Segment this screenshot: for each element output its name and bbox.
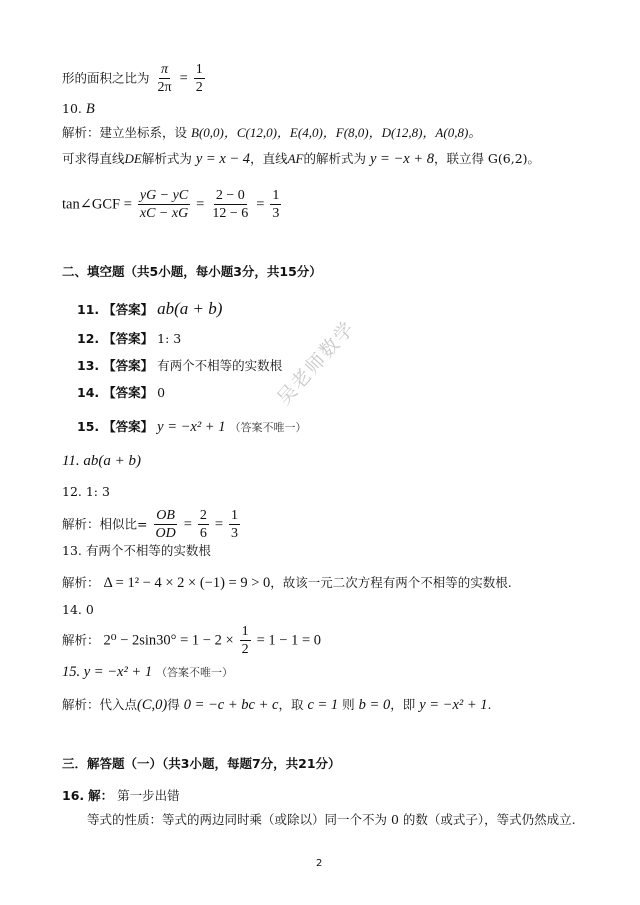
- answer-number: 11.: [77, 302, 100, 317]
- answer-value: 1: 3: [157, 331, 182, 346]
- text: ，联立得 G(6,2)。: [433, 151, 541, 166]
- answer: B: [85, 101, 95, 117]
- expression: = 1 − 1 = 0: [256, 632, 322, 649]
- line-area-ratio: [62, 62, 207, 96]
- line-de: DE: [124, 151, 142, 166]
- text: 可求得直线: [62, 151, 125, 166]
- solution-14: 14. 0: [62, 602, 94, 617]
- discriminant: Δ = 1² − 4 × 2 × (−1) = 9 > 0: [103, 575, 271, 591]
- fraction: $\frac{yG - yC}{xC - xG}$: [139, 188, 189, 222]
- analysis-label: 解析：: [62, 632, 100, 648]
- answer-tag: 【答案】: [103, 358, 154, 373]
- equation: c = 1: [307, 697, 339, 713]
- points: B(0,0)，C(12,0)，E(4,0)，F(8,0)，D(12,8)，A(0,8)。: [191, 125, 482, 140]
- answer-14: [77, 387, 165, 400]
- answer-number: 14.: [77, 385, 100, 400]
- answer-value: 0: [157, 385, 166, 400]
- analysis-13: [62, 576, 512, 591]
- solution-label: 解：: [88, 788, 114, 803]
- analysis-14: [62, 624, 321, 658]
- analysis-10: [62, 126, 481, 140]
- text: ，即: [390, 697, 416, 712]
- fraction: $\frac{\pi}{2\pi}$: [157, 62, 172, 96]
- equation: 0 = −c + bc + c: [183, 697, 279, 713]
- equals: =: [196, 196, 205, 213]
- analysis-12: [62, 508, 242, 542]
- text: 解析式为: [141, 151, 192, 166]
- text: 解析：代入点: [62, 697, 138, 712]
- question-number: 16.: [62, 788, 85, 803]
- question-16: [62, 790, 180, 803]
- section-2-title: 二、填空题（共5小题，每小题3分，共15分）: [62, 264, 322, 279]
- line-af: AF: [287, 151, 304, 166]
- text: ，取: [278, 697, 304, 712]
- fraction: $\frac{1}{3}$: [272, 188, 280, 222]
- question-number: 10.: [62, 101, 82, 116]
- solution-15: [62, 665, 233, 680]
- equation: y = −x + 8: [369, 151, 434, 167]
- equals: =: [214, 516, 224, 533]
- equation: y = x − 4: [195, 151, 251, 167]
- property-statement: 等式的性质：等式的两边同时乘（或除以）同一个不为 0 的数（或式子），等式仍然成立.: [87, 812, 576, 827]
- answer-value: ab(a + b): [157, 299, 223, 318]
- answer-value: 有两个不相等的实数根: [157, 358, 283, 373]
- point: (C,0): [137, 697, 168, 713]
- answer-note: （答案不唯一）: [229, 421, 307, 434]
- answer-15: [77, 420, 306, 435]
- answer-tag: 【答案】: [103, 331, 154, 346]
- solution-12: 12. 1: 3: [62, 484, 110, 499]
- question-10: [62, 102, 95, 117]
- answer-value: y = −x² + 1: [157, 419, 226, 435]
- answer-13: [77, 360, 282, 373]
- fraction: $\frac{1}{3}$: [231, 508, 239, 542]
- answer-number: 15.: [77, 419, 100, 434]
- equals: =: [183, 516, 192, 533]
- solution-11: 11. ab(a + b): [62, 453, 141, 469]
- expression: 2⁰ − 2sin30° = 1 − 2 ×: [103, 632, 234, 649]
- text: 则: [342, 697, 355, 712]
- fraction: $\frac{1}{2}$: [241, 624, 249, 658]
- answer-11: [77, 300, 222, 317]
- answer-tag: 【答案】: [103, 419, 154, 434]
- fraction: $\frac{1}{2}$: [195, 62, 203, 96]
- text: 得: [167, 697, 180, 712]
- text: 的解析式为: [303, 151, 366, 166]
- fraction: $\frac{OB}{OD}$: [155, 508, 176, 542]
- page-number: 2: [316, 858, 323, 869]
- answer-value: 15. y = −x² + 1: [62, 664, 153, 680]
- watermark: 吴老师数学: [272, 316, 360, 410]
- text: 形的面积之比为: [62, 70, 150, 86]
- answer-tag: 【答案】: [103, 385, 154, 400]
- answer-number: 13.: [77, 358, 100, 373]
- tan-formula: [62, 188, 283, 222]
- line-equations: [62, 152, 540, 167]
- equation: y = −x² + 1: [419, 697, 488, 713]
- answer-tag: 【答案】: [103, 302, 154, 317]
- fraction: $\frac{2}{6}$: [199, 508, 207, 542]
- answer-number: 12.: [77, 331, 100, 346]
- solution-13: 13. 有两个不相等的实数根: [62, 543, 211, 558]
- analysis-label: 解析：: [62, 575, 100, 590]
- equals: =: [179, 70, 188, 87]
- text: .: [487, 697, 492, 712]
- analysis-label: 解析：相似比=: [62, 516, 148, 532]
- answer-12: [77, 333, 181, 346]
- answer-note: （答案不唯一）: [156, 666, 234, 679]
- equals: =: [256, 196, 265, 213]
- text: 第一步出错: [117, 788, 180, 803]
- section-3-title: 三．解答题（一）（共3小题，每题7分，共21分）: [62, 756, 341, 771]
- text: ，直线: [250, 151, 288, 166]
- fraction: $\frac{2 - 0}{12 - 6}$: [212, 188, 249, 222]
- text: ，故该一元二次方程有两个不相等的实数根.: [270, 575, 512, 590]
- analysis-label: 解析：建立坐标系，设: [62, 125, 188, 140]
- analysis-15: [62, 698, 492, 713]
- equation: b = 0: [358, 697, 391, 713]
- tan-lhs: tan∠GCF =: [62, 196, 132, 213]
